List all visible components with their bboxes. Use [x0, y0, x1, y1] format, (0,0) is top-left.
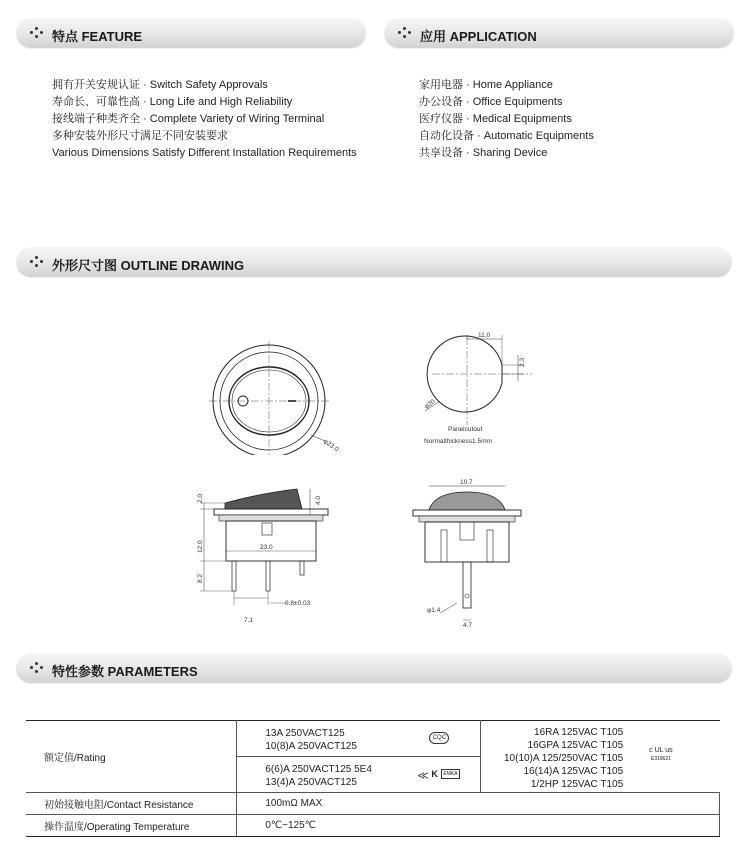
temp-label: 操作温度/Operating Temperature	[26, 815, 237, 837]
table-row	[26, 815, 720, 837]
application-section-bar	[384, 18, 734, 48]
side-term-label: 8.2	[197, 573, 204, 583]
cutout-width-label: 11.0	[478, 332, 491, 339]
cutout-diameter-label: φ20	[423, 398, 437, 411]
end-hole-label: φ1.4	[427, 607, 441, 614]
rating-group2-cell	[237, 757, 481, 793]
rating-ul-value: 16RA 125VAC T105	[534, 726, 624, 738]
dots-icon	[30, 256, 44, 268]
rating-label: 额定值/Rating	[26, 721, 237, 793]
panel-cutout-label: Panelcutout	[448, 426, 483, 433]
application-item: 办公设备 · Office Equipments	[419, 96, 563, 108]
application-title: 应用 APPLICATION	[420, 29, 537, 44]
kc-logo-icon: K	[431, 768, 438, 779]
end-term-label: 4.7	[463, 622, 473, 628]
ul-mark-text: c UL us	[649, 746, 673, 754]
feature-list	[52, 77, 357, 162]
rating-value: 13(4)A 250VACT125	[265, 776, 357, 788]
front-diameter-label: φ23.0	[321, 437, 340, 454]
table-row	[26, 793, 720, 815]
application-item: 医疗仪器 · Medical Equipments	[419, 113, 572, 125]
cutout-offset-label: 2.3	[519, 357, 526, 367]
side-right-label: 4.0	[315, 495, 322, 505]
temp-value: 0℃~125℃	[237, 815, 720, 837]
parameters-section-bar	[16, 653, 732, 683]
rating-ul-value: 16GPA 125VAC T105	[527, 739, 624, 751]
table-row	[26, 721, 720, 757]
rating-ul-value: 1/2HP 125VAC T105	[530, 778, 624, 790]
front-view-drawing	[205, 335, 355, 455]
feature-item: 接线端子种类齐全 · Complete Variety of Wiring Terminal	[52, 113, 325, 125]
feature-item: 多种安装外形尺寸满足不同安装要求	[52, 130, 228, 142]
feature-item: Various Dimensions Satisfy Different Installation Requirements	[52, 147, 357, 159]
side-body-label: 12.0	[197, 540, 204, 553]
dots-icon	[30, 27, 44, 39]
dots-icon	[30, 662, 44, 674]
dots-icon	[398, 27, 412, 39]
parameters-table	[26, 720, 720, 837]
application-item: 自动化设备 · Automatic Equipments	[419, 130, 594, 142]
application-item: 共享设备 · Sharing Device	[419, 147, 548, 159]
application-item: 家用电器 · Home Appliance	[419, 79, 553, 91]
rating-value: 10(8)A 250VACT125	[265, 740, 357, 752]
rating-ul-cell	[481, 721, 720, 793]
end-view-drawing	[405, 478, 535, 628]
feature-title: 特点 FEATURE	[52, 29, 143, 44]
side-width-label: 23.0	[260, 544, 273, 551]
outline-section-bar	[16, 247, 732, 277]
feature-item: 拥有开关安规认证 · Switch Safety Approvals	[52, 79, 268, 91]
outline-title: 外形尺寸图 OUTLINE DRAWING	[52, 258, 245, 273]
rating-value: 6(6)A 250VACT125 5E4	[265, 763, 372, 775]
ul-file-number: E319621	[650, 755, 671, 762]
application-list	[419, 77, 594, 162]
ccc-logo-icon: ≪	[417, 769, 429, 782]
term-thick-label: 0.8±0.03	[285, 600, 311, 607]
rating-ul-value: 16(14)A 125VAC T105	[523, 765, 624, 777]
feature-item: 寿命长、可靠性高 · Long Life and High Reliability	[52, 96, 293, 108]
emka-logo-icon: EMKA	[443, 770, 458, 777]
contact-value: 100mΩ MAX	[237, 793, 720, 815]
contact-label: 初始接触电阻/Contact Resistance	[26, 793, 237, 815]
side-top-label: 2.0	[197, 493, 204, 503]
panel-thickness-label: Normalthickness1.5mm	[424, 438, 492, 445]
term-pitch-label: 7.1	[244, 617, 254, 624]
rating-value: 13A 250VACT125	[265, 727, 345, 739]
parameters-title: 特性参数 PARAMETERS	[52, 664, 198, 679]
panel-cutout-drawing	[420, 325, 550, 450]
rating-group1-cell	[237, 721, 481, 757]
cqc-logo-icon: CQC	[429, 732, 449, 744]
end-width-label: 10.7	[460, 479, 473, 486]
rating-ul-value: 10(10)A 125/250VAC T105	[503, 752, 624, 764]
ul-logo-icon	[649, 747, 672, 763]
feature-section-bar	[16, 18, 366, 48]
side-view-drawing	[192, 483, 342, 628]
